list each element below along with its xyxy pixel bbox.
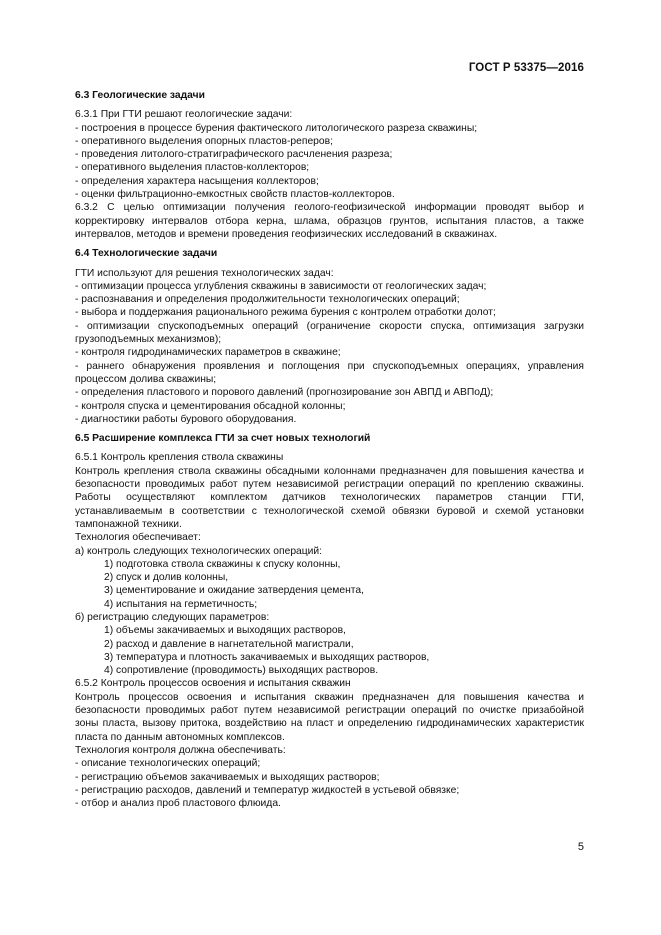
list-item: 1) подготовка ствола скважины к спуску колонны, — [104, 558, 341, 570]
list-item: - оперативного выделения опорных пластов-реперов; — [75, 135, 333, 147]
list-item: - диагностики работы бурового оборудования. — [75, 413, 297, 425]
section-6-3-2-text: 6.3.2 С целью оптимизации получения геолого-геофизической информации проводят выбор и корректировку интервалов отбора керна, шлама, образцов грунтов, испытания пластов, а также интервалов, методов и времени проведения геофизических исследований в скважинах. — [75, 202, 584, 240]
document-code: ГОСТ Р 53375—2016 — [468, 62, 584, 74]
section-6-5-1-title: 6.5.1 Контроль крепления ствола скважины — [75, 452, 284, 464]
list-item: - распознавания и определения продолжительности технологических операций; — [75, 294, 460, 306]
section-6-5-2-title: 6.5.2 Контроль процессов освоения и испытания скважин — [75, 678, 351, 690]
list-item: - раннего обнаружения проявления и поглощения при спускоподъемных операциях, управления процессом долива скважины; — [75, 360, 584, 385]
list-item: - оценки фильтрационно-емкостных свойств пластов-коллекторов. — [75, 189, 395, 201]
list-item: 3) цементирование и ожидание затвердения цемента, — [104, 585, 364, 597]
control-title: Технология контроля должна обеспечивать: — [75, 744, 286, 756]
list-item: - оперативного выделения пластов-коллекторов; — [75, 162, 310, 174]
list-item: 3) температура и плотность закачиваемых и выходящих растворов, — [104, 651, 430, 663]
list-item: - регистрацию объемов закачиваемых и выходящих растворов; — [75, 771, 380, 783]
page-number: 5 — [577, 841, 584, 853]
section-6-5-title: 6.5 Расширение комплекса ГТИ за счет новых технологий — [75, 433, 371, 445]
section-6-5-2-text: Контроль процессов освоения и испытания скважин предназначен для повышения качества и безопасности проводимых работ путем независимой регистрации операций по очистке призабойной зоны пласта, вызову притока, воздействию на пласт и определению гидродинамических характеристик пласта по данным автономных комплексов. — [75, 691, 584, 743]
list-item: 1) объемы закачиваемых и выходящих растворов, — [104, 625, 346, 637]
list-a-title: а) контроль следующих технологических операций: — [75, 545, 323, 557]
list-item: - определения характера насыщения коллекторов; — [75, 175, 319, 187]
list-b-title: б) регистрацию следующих параметров: — [75, 611, 270, 623]
list-item: 2) расход и давление в нагнетательной магистрали, — [104, 638, 354, 650]
section-6-4-title: 6.4 Технологические задачи — [75, 248, 218, 260]
list-item: 4) испытания на герметичность; — [104, 598, 258, 610]
list-item: - определения пластового и порового давлений (прогнозирование зон АВПД и АВПоД); — [75, 387, 494, 399]
list-item: 2) спуск и долив колонны, — [104, 572, 229, 584]
page-content — [75, 89, 584, 810]
list-item: - контроля спуска и цементирования обсадной колонны; — [75, 400, 346, 412]
section-6-4-intro: ГТИ используют для решения технологических задач: — [75, 267, 334, 279]
list-item: - выбора и поддержания рационального режима бурения с контролем отработки долот; — [75, 307, 496, 319]
list-item: - контроля гидродинамических параметров в скважине; — [75, 347, 341, 359]
section-6-3-2-paragraph — [64, 201, 584, 241]
list-item: - оптимизации процесса углубления скважины в зависимости от геологических задач; — [75, 280, 487, 292]
list-item: - регистрацию расходов, давлений и температур жидкостей в устьевой обвязке; — [75, 784, 460, 796]
list-item: - построения в процессе бурения фактического литологического разреза скважины; — [75, 122, 478, 134]
section-6-5-1-text: Контроль крепления ствола скважины обсадными колоннами предназначен для повышения качества и безопасности проводимых работ путем независимой регистрации операций по креплению скважины. Работы осуществляют комплектом датчиков технологических параметров станции ГТИ, устанавливаемым в соответствии с технологической схемой обвязки буровой и схемой установки тампонажной техники. — [75, 465, 584, 530]
list-item: - проведения литолого-стратиграфического расчленения разреза; — [75, 149, 393, 161]
provides-label: Технология обеспечивает: — [75, 532, 201, 544]
section-6-3-title: 6.3 Геологические задачи — [75, 90, 205, 101]
section-6-3-1-intro: 6.3.1 При ГТИ решают геологические задачи: — [75, 109, 293, 121]
list-item: 4) сопротивление (проводимость) выходящих растворов. — [104, 665, 379, 677]
list-item: - оптимизации спускоподъемных операций (ограничение скорости спуска, оптимизация загрузки грузоподъемных механизмов); — [75, 320, 584, 346]
list-item: - описание технологических операций; — [75, 758, 261, 770]
list-item: - отбор и анализ проб пластового флюида. — [75, 798, 281, 810]
